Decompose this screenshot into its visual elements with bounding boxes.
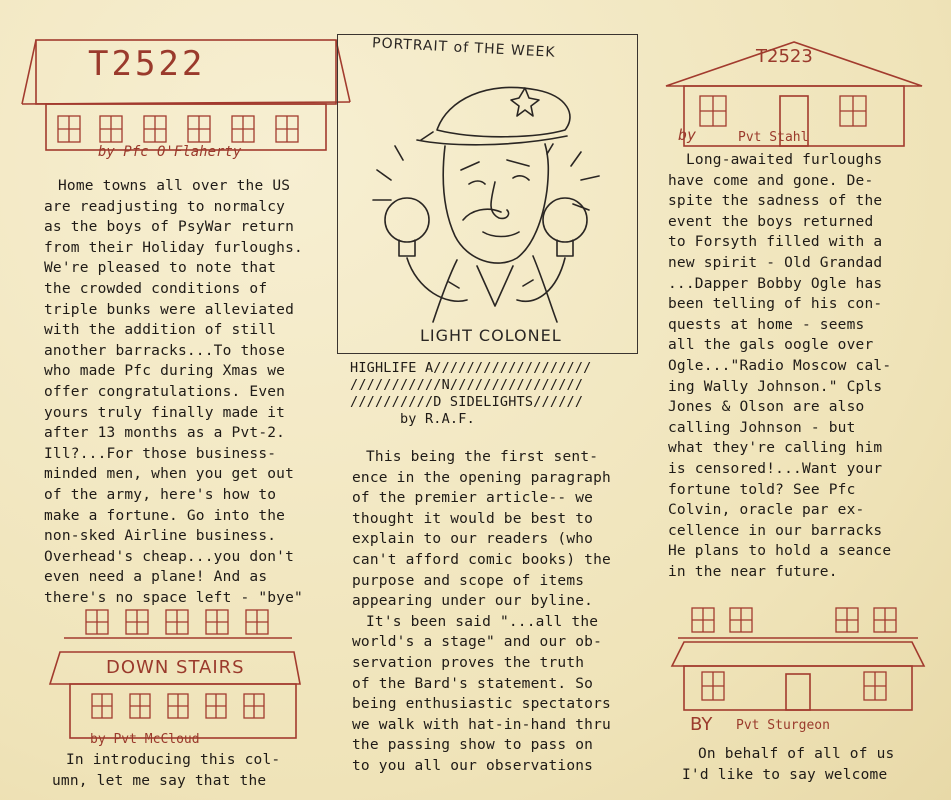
byline-stahl-prefix: by [678,126,697,144]
center-line: can't afford comic books) the [352,551,611,568]
left-line: non-sked Airline business. [44,528,277,545]
left-line: of the army, here's how to [44,486,277,503]
colonel-cartoon-drawing [337,60,637,330]
right-line: fortune told? See Pfc [668,481,856,498]
right-line: new spirit - Old Grandad [668,254,883,271]
highlights-byline: by R.A.F. [350,411,475,427]
center-line: to you all our observations [352,757,594,774]
left-line: who made Pfc during Xmas we [44,363,286,380]
byline-sturgeon: Pvt Sturgeon [736,718,830,733]
center-line: of the Bard's statement. So [352,675,594,692]
highlights-line: //////////D SIDELIGHTS////// [350,394,584,410]
center-line: servation proves the truth [352,654,585,671]
center-line: world's a stage" and our ob- [352,634,603,651]
left-line: are readjusting to normalcy [44,198,286,215]
right-line: Ogle..."Radio Moscow cal- [668,357,892,374]
portrait-caption-bottom: LIGHT COLONEL [420,326,562,345]
byline-stahl: Pvt Stahl [738,130,809,145]
center-line: the passing show to pass on [352,737,594,754]
center-line: It's been said "...all the [366,613,599,630]
downstairs-sign: DOWN STAIRS [106,657,245,678]
highlights-header [350,360,650,428]
left-line: from their Holiday furloughs. [44,239,303,256]
sturgeon-line: On behalf of all of us [698,746,895,762]
center-line: appearing under our byline. [352,593,594,610]
left-line: yours truly finally made it [44,404,286,421]
left-line: Overhead's cheap...you don't [44,548,295,565]
center-line: thought it would be best to [352,510,594,527]
right-article-body [668,150,950,582]
right-line: been telling of his con- [668,296,883,313]
left-line: another barracks...To those [44,342,286,359]
left-line: triple bunks were alleviated [44,301,295,318]
downstairs-line: In introducing this col- [66,752,281,768]
right-line: to Forsyth filled with a [668,234,883,251]
building-number-t2523: T2523 [756,46,813,67]
center-article-body [352,447,652,777]
right-line: have come and gone. De- [668,172,874,189]
right-line: is censored!...Want your [668,460,883,477]
right-line: calling Johnson - but [668,419,856,436]
right-line: all the gals oogle over [668,337,874,354]
center-line: ence in the opening paragraph [352,469,611,486]
highlights-line: HIGHLIFE A/////////////////// [350,360,592,376]
center-line: purpose and scope of items [352,572,585,589]
byline-oflaherty: by Pfc O'Flaherty [98,144,242,160]
right-line: spite the sadness of the [668,193,883,210]
byline-mccloud: by Pvt McCloud [90,732,200,747]
right-line: Jones & Olson are also [668,399,865,416]
center-line: of the premier article-- we [352,490,594,507]
left-line: as the boys of PsyWar return [44,219,295,236]
right-line: in the near future. [668,563,838,580]
left-line: We're pleased to note that [44,260,277,277]
center-line: This being the first sent- [366,449,599,465]
center-line: explain to our readers (who [352,531,594,548]
right-line: ing Wally Johnson." Cpls [668,378,883,395]
left-line: Home towns all over the US [58,178,291,194]
byline-sturgeon-prefix: BY [690,714,713,735]
right-line: event the boys returned [668,213,874,230]
left-line: with the addition of still [44,322,277,339]
downstairs-body [52,750,352,791]
right-line: He plans to hold a seance [668,543,892,560]
left-line: the crowded conditions of [44,280,268,297]
right-line: what they're calling him [668,440,883,457]
building-number-t2522: T2522 [88,44,206,84]
portrait-caption-top: PORTRAIT of THE WEEK [371,35,556,61]
left-article-body [44,176,344,608]
left-line: offer congratulations. Even [44,383,286,400]
right-line: cellence in our barracks [668,522,883,539]
sturgeon-line: I'd like to say welcome [682,766,888,783]
right-line: quests at home - seems [668,316,865,333]
center-line: being enthusiastic spectators [352,696,611,713]
center-line: we walk with hat-in-hand thru [352,716,611,733]
sturgeon-body [682,744,950,785]
right-line: Colvin, oracle par ex- [668,502,865,519]
left-line: even need a plane! And as [44,569,268,586]
left-line: Ill?...For those business- [44,445,277,462]
left-line: there's no space left - "bye" [44,589,303,606]
highlights-line: ///////////N//////////////// [350,377,584,393]
downstairs-line: umn, let me say that the [52,772,267,789]
left-line: after 13 months as a Pvt-2. [44,425,286,442]
left-line: make a fortune. Go into the [44,507,286,524]
right-line: Long-awaited furloughs [686,152,883,168]
left-line: minded men, when you get out [44,466,295,483]
right-line: ...Dapper Bobby Ogle has [668,275,883,292]
